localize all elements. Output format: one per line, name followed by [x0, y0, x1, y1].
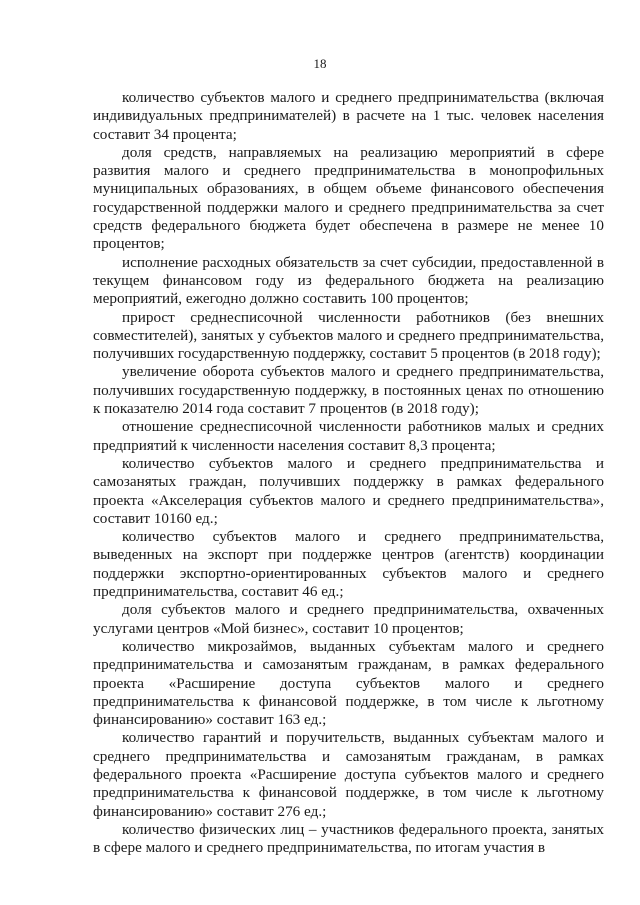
paragraph: количество гарантий и поручительств, выданных субъектам малого и среднего предпринимательства и самозанятым гражданам, в рамках федерального проекта «Расширение доступа субъектов малого и среднего предпринимательства к финансовой поддержке, в том числе к льготному финансированию» составит 276 ед.; — [93, 729, 604, 820]
paragraph: количество субъектов малого и среднего предпринимательства (включая индивидуальных предпринимателей) в расчете на 1 тыс. человек населения составит 34 процента; — [93, 89, 604, 143]
paragraph: количество субъектов малого и среднего предпринимательства, выведенных на экспорт при поддержке центров (агентств) координации поддержки экспортно-ориентированных субъектов малого и среднего предпринимательства, составит 46 ед.; — [93, 528, 604, 601]
paragraph: количество субъектов малого и среднего предпринимательства и самозанятых граждан, получивших поддержку в рамках федерального проекта «Акселерация субъектов малого и среднего предпринимательства», составит 10160 ед.; — [93, 454, 604, 527]
document-body — [93, 89, 604, 857]
page-number: 18 — [313, 56, 327, 71]
paragraph: исполнение расходных обязательств за счет субсидии, предоставленной в текущем финансовом году из федерального бюджета на реализацию мероприятий, ежегодно должно составить 100 процентов; — [93, 253, 604, 308]
paragraph: количество микрозаймов, выданных субъектам малого и среднего предпринимательства и самозанятым гражданам, в рамках федерального проекта «Расширение доступа субъектов малого и среднего предпринимательства к финансовой поддержке, в том числе к льготному финансированию» составит 163 ед.; — [93, 637, 604, 729]
paragraph: увеличение оборота субъектов малого и среднего предпринимательства, получивших государственную поддержку, в постоянных ценах по отношению к показателю 2014 года составит 7 процентов (в 2018 году); — [93, 363, 604, 418]
paragraph: отношение среднесписочной численности работников малых и средних предприятий к численности населения составит 8,3 процента; — [93, 418, 604, 454]
paragraph: прирост среднесписочной численности работников (без внешних совместителей), занятых у субъектов малого и среднего предпринимательства, получивших государственную поддержку, составит 5 процентов (в 2018 году); — [93, 308, 604, 363]
paragraph: количество физических лиц – участников федерального проекта, занятых в сфере малого и среднего предпринимательства, по итогам участия в — [93, 820, 604, 857]
paragraph: доля субъектов малого и среднего предпринимательства, охваченных услугами центров «Мой бизнес», составит 10 процентов; — [93, 601, 604, 637]
paragraph: доля средств, направляемых на реализацию мероприятий в сфере развития малого и среднего предпринимательства в монопрофильных муниципальных образованиях, в общем объеме финансового обеспечения государственной поддержки малого и среднего предпринимательства за счет средств федерального бюджета будет обеспечена в размере не менее 10 процентов; — [93, 143, 604, 253]
